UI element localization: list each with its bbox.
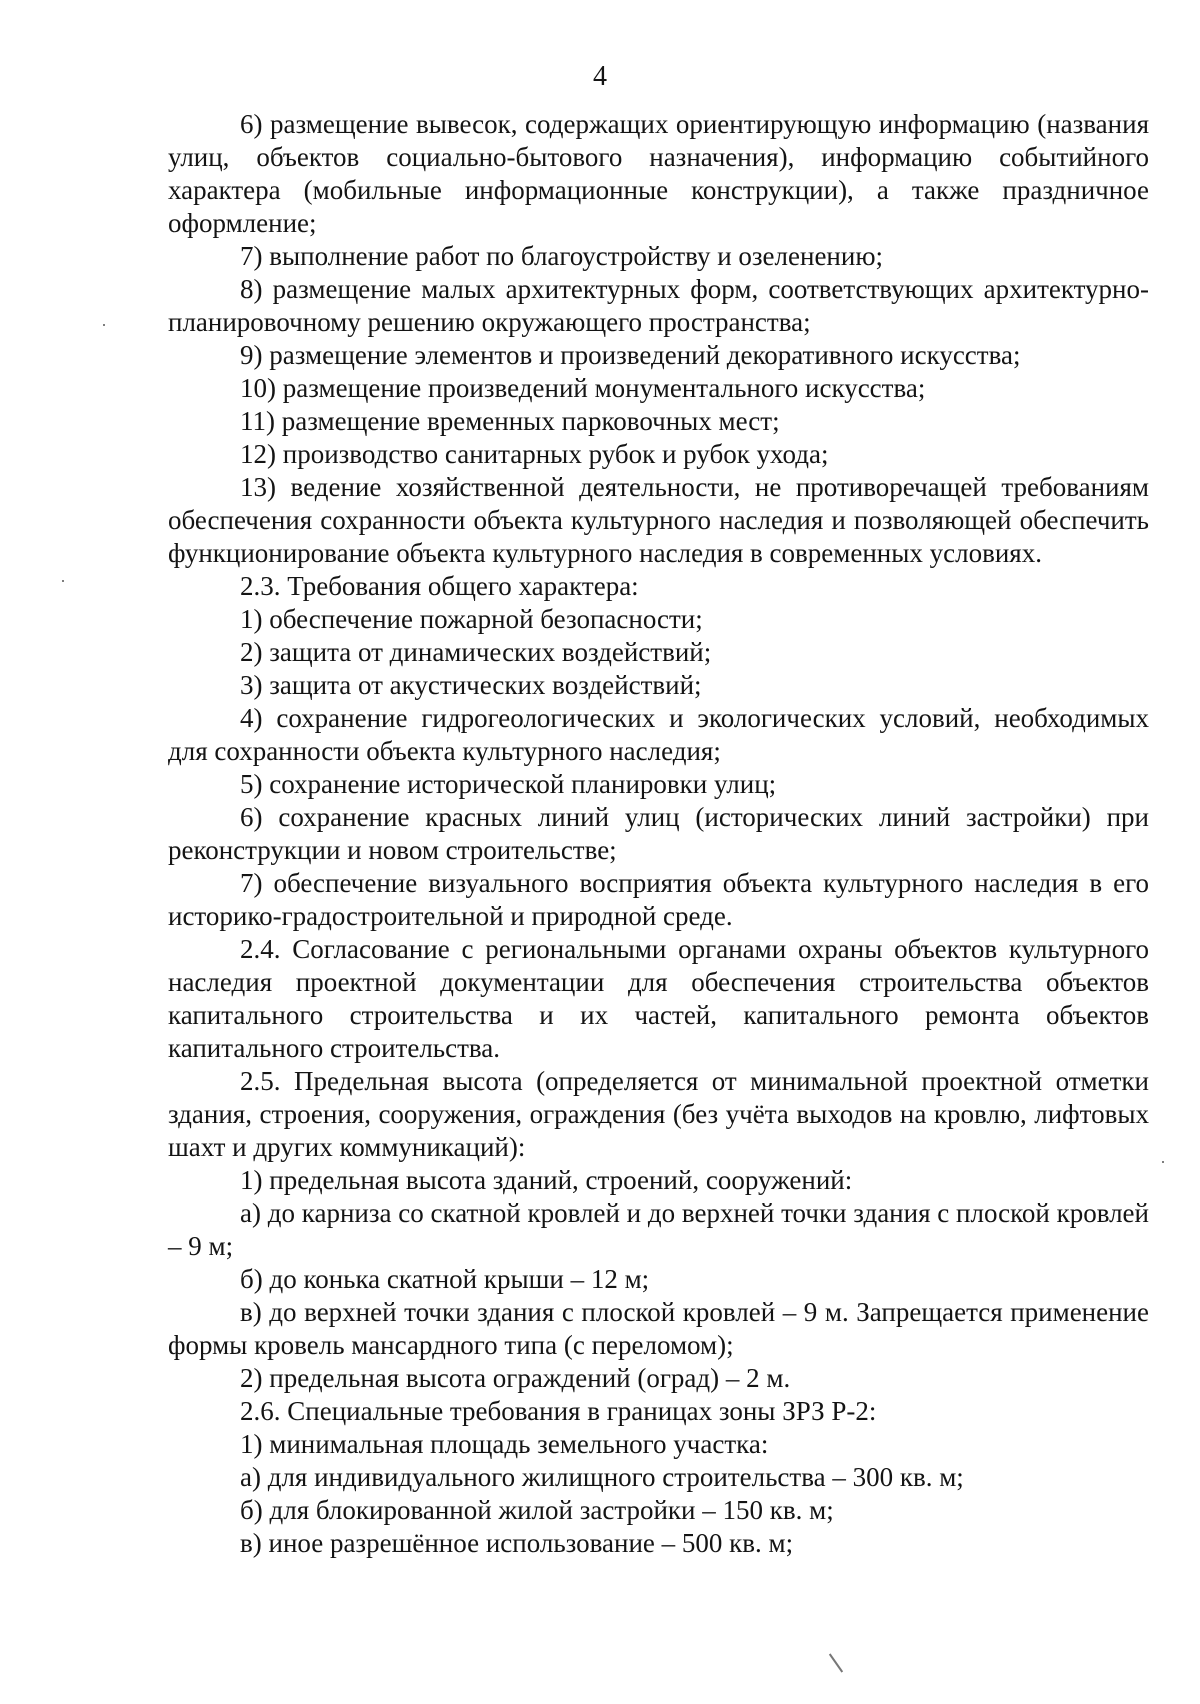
general-req-4: 4) сохранение гидрогеологических и экологических условий, необходимых для сохранности объекта культурного наследия; — [168, 703, 1149, 766]
height-limit-1b: б) до конька скатной крыши – 12 м; — [240, 1264, 650, 1294]
general-req-7: 7) обеспечение визуального восприятия объекта культурного наследия в его историко-градостроительной и природной среде. — [168, 868, 1149, 931]
general-req-5: 5) сохранение исторической планировки улиц; — [240, 769, 777, 799]
min-area-b: б) для блокированной жилой застройки – 150 кв. м; — [240, 1495, 834, 1525]
section-2-4: 2.4. Согласование с региональными органами охраны объектов культурного наследия проектной документации для обеспечения строительства объектов капитального строительства и их частей, капитального ремонта объектов капитального строительства. — [168, 934, 1149, 1063]
list-item-10-monumental-art: 10) размещение произведений монументального искусства; — [240, 373, 926, 403]
section-2-5-heading: 2.5. Предельная высота (определяется от минимальной проектной отметки здания, строения, сооружения, ограждения (без учёта выходов на кровлю, лифтовых шахт и других коммуникаций): — [168, 1066, 1149, 1162]
height-limit-1c: в) до верхней точки здания с плоской кровлей – 9 м. Запрещается применение формы кровель мансардного типа (с переломом); — [168, 1297, 1149, 1360]
scan-speck — [103, 324, 105, 326]
general-req-1: 1) обеспечение пожарной безопасности; — [240, 604, 703, 634]
section-2-3-heading: 2.3. Требования общего характера: — [240, 571, 639, 601]
section-2-6-heading: 2.6. Специальные требования в границах зоны ЗРЗ Р-2: — [240, 1396, 877, 1426]
list-item-8-small-forms: 8) размещение малых архитектурных форм, соответствующих архитектурно-планировочному решению окружающего пространства; — [168, 274, 1149, 337]
min-area-c: в) иное разрешённое использование – 500 кв. м; — [240, 1528, 794, 1558]
min-area-heading: 1) минимальная площадь земельного участка: — [240, 1429, 769, 1459]
height-limit-1: 1) предельная высота зданий, строений, сооружений: — [240, 1165, 853, 1195]
document-body — [168, 108, 1149, 1560]
general-req-6: 6) сохранение красных линий улиц (исторических линий застройки) при реконструкции и новом строительстве; — [168, 802, 1149, 865]
general-req-2: 2) защита от динамических воздействий; — [240, 637, 712, 667]
height-limit-2: 2) предельная высота ограждений (оград) – 2 м. — [240, 1363, 791, 1393]
height-limit-1a: а) до карниза со скатной кровлей и до верхней точки здания с плоской кровлей – 9 м; — [168, 1198, 1149, 1261]
list-item-9-decorative-art: 9) размещение элементов и произведений декоративного искусства; — [240, 340, 1021, 370]
scan-speck — [1162, 1161, 1164, 1163]
scan-speck — [62, 580, 64, 582]
general-req-3: 3) защита от акустических воздействий; — [240, 670, 702, 700]
scan-mark — [829, 1653, 843, 1672]
list-item-13-economic-activity: 13) ведение хозяйственной деятельности, не противоречащей требованиям обеспечения сохранности объекта культурного наследия и позволяющей обеспечить функционирование объекта культурного наследия в современных условиях. — [168, 472, 1149, 568]
list-item-11-parking: 11) размещение временных парковочных мест; — [240, 406, 780, 436]
list-item-7-landscaping: 7) выполнение работ по благоустройству и озеленению; — [240, 241, 884, 271]
list-item-12-logging: 12) производство санитарных рубок и рубок ухода; — [240, 439, 829, 469]
page-number: 4 — [593, 61, 607, 92]
min-area-a: а) для индивидуального жилищного строительства – 300 кв. м; — [240, 1462, 964, 1492]
list-item-6-signs: 6) размещение вывесок, содержащих ориентирующую информацию (названия улиц, объектов социально-бытового назначения), информацию событийного характера (мобильные информационные конструкции), а также праздничное оформление; — [168, 109, 1149, 238]
